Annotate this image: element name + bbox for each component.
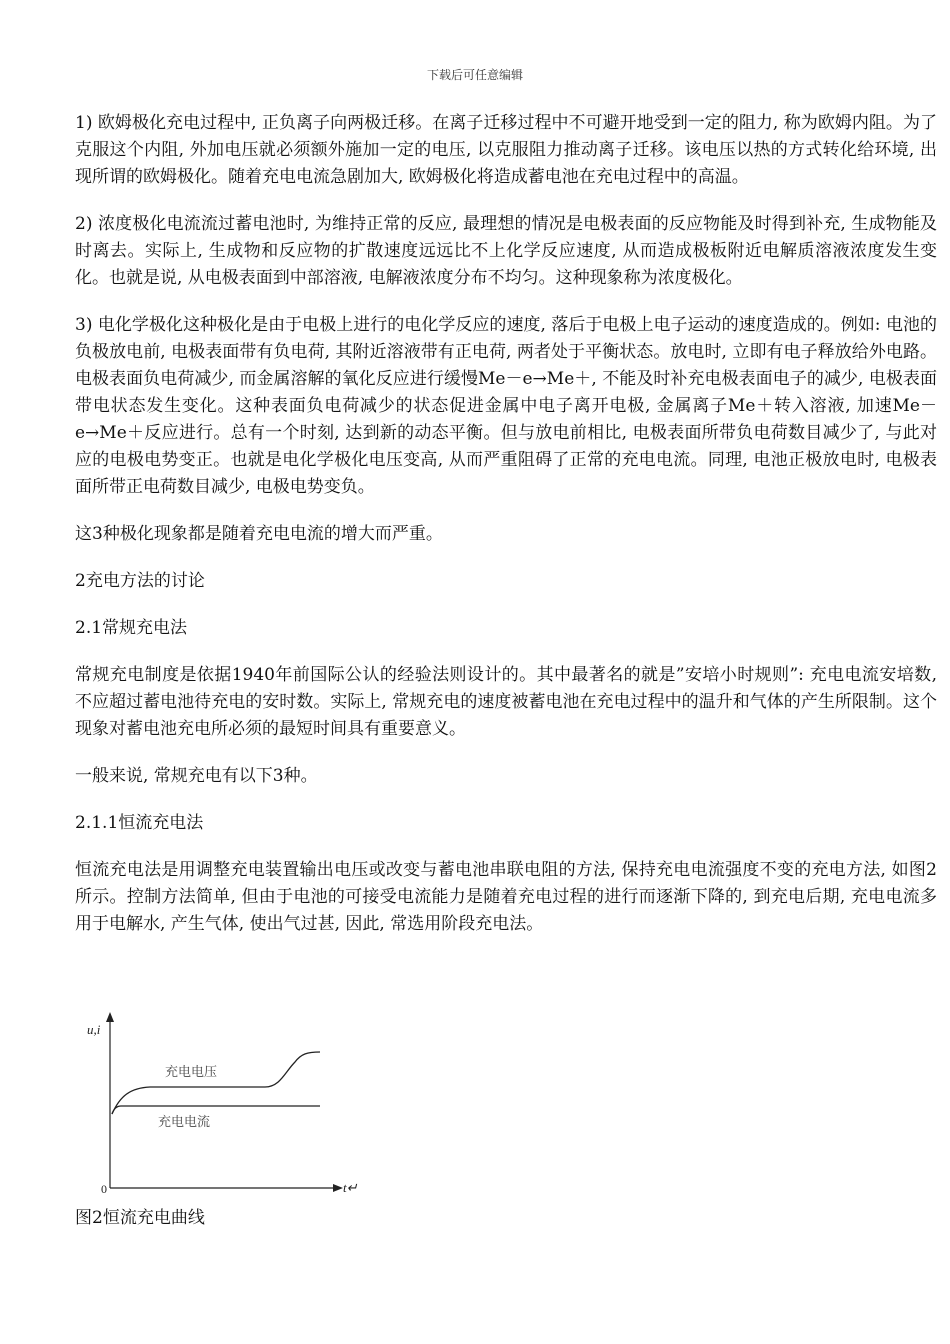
paragraph-constant-current: 恒流充电法是用调整充电装置输出电压或改变与蓄电池串联电阻的方法, 保持充电电流强度不变的充电方法, 如图2所示。控制方法简单, 但由于电池的可接受电流能力是随着充电过程的进行而逐渐下降的, 到充电后期, 充电电流多用于电解水, 产生气体, 使出气过甚, 因此, 常选用阶段充电法。 <box>75 860 937 934</box>
y-axis-label: u,i <box>87 1022 101 1037</box>
current-curve <box>112 1106 320 1114</box>
current-label: 充电电流 <box>158 1115 211 1130</box>
heading-conventional-charging: 2.1常规充电法 <box>75 618 188 638</box>
y-axis-arrow <box>106 1012 114 1022</box>
origin-label: 0 <box>101 1182 107 1196</box>
page-header: 下载后可任意编辑 <box>426 68 523 82</box>
heading-charging-methods: 2充电方法的讨论 <box>75 571 205 591</box>
document-body <box>75 110 937 958</box>
charging-curve-diagram <box>75 1010 375 1200</box>
x-axis-label: t↵ <box>343 1180 358 1195</box>
paragraph-summary: 这3种极化现象都是随着充电电流的增大而严重。 <box>75 524 443 544</box>
voltage-label: 充电电压 <box>165 1065 218 1080</box>
paragraph-three-types: 一般来说, 常规充电有以下3种。 <box>75 766 318 786</box>
figure-caption: 图2恒流充电曲线 <box>75 1208 205 1228</box>
x-axis-arrow <box>333 1184 343 1192</box>
constant-current-charging-figure <box>75 1010 375 1200</box>
paragraph-electrochemical-polarization: 3) 电化学极化这种极化是由于电极上进行的电化学反应的速度, 落后于电极上电子运动的速度造成的。例如: 电池的负极放电前, 电极表面带有负电荷, 其附近溶液带有正电荷, 两者处于平衡状态。放电时, 立即有电子释放给外电路。电极表面负电荷减少, 而金属溶解的氧化反应进行缓慢Me－e→Me＋, 不能及时补充电极表面电子的减少, 电极表面带电状态发生变化。这种表面负电荷减少的状态促进金属中电子离开电极, 金属离子Me＋转入溶液, 加速Me－e→Me＋反应进行。总有一个时刻, 达到新的动态平衡。但与放电前相比, 电极表面所带负电荷数目减少了, 与此对应的电极电势变正。也就是电化学极化电压变高, 从而严重阻碍了正常的充电电流。同理, 电池正极放电时, 电极表面所带正电荷数目减少, 电极电势变负。 <box>75 315 937 497</box>
heading-constant-current: 2.1.1恒流充电法 <box>75 813 204 833</box>
paragraph-ohmic-polarization: 1) 欧姆极化充电过程中, 正负离子向两极迁移。在离子迁移过程中不可避开地受到一定的阻力, 称为欧姆内阻。为了克服这个内阻, 外加电压就必须额外施加一定的电压, 以克服阻力推动离子迁移。该电压以热的方式转化给环境, 出现所谓的欧姆极化。随着充电电流急剧加大, 欧姆极化将造成蓄电池在充电过程中的高温。 <box>75 113 937 187</box>
paragraph-concentration-polarization: 2) 浓度极化电流流过蓄电池时, 为维持正常的反应, 最理想的情况是电极表面的反应物能及时得到补充, 生成物能及时离去。实际上, 生成物和反应物的扩散速度远远比不上化学反应速度, 从而造成极板附近电解质溶液浓度发生变化。也就是说, 从电极表面到中部溶液, 电解液浓度分布不均匀。这种现象称为浓度极化。 <box>75 214 937 288</box>
voltage-curve <box>112 1052 320 1114</box>
paragraph-conventional-charging: 常规充电制度是依据1940年前国际公认的经验法则设计的。其中最著名的就是”安培小时规则”: 充电电流安培数, 不应超过蓄电池待充电的安时数。实际上, 常规充电的速度被蓄电池在充电过程中的温升和气体的产生所限制。这个现象对蓄电池充电所必须的最短时间具有重要意义。 <box>75 665 937 739</box>
